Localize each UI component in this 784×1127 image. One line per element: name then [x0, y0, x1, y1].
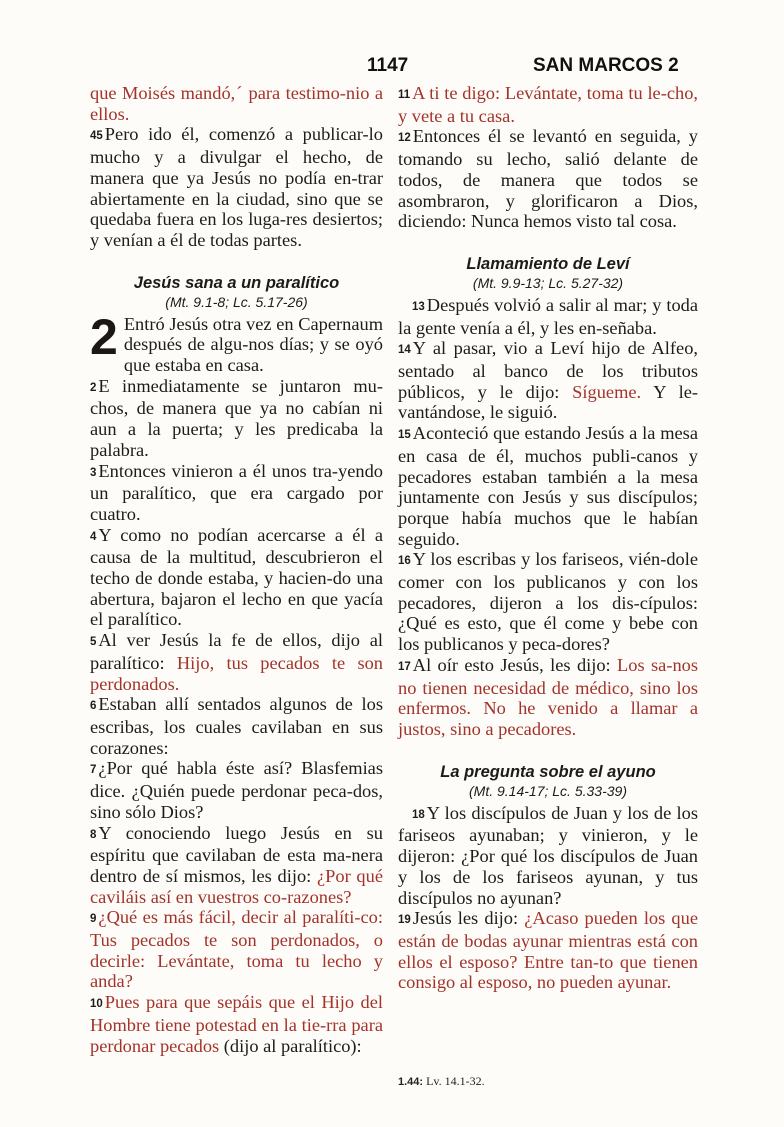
verse-number: 5	[90, 636, 97, 649]
verse-3	[90, 461, 383, 525]
verse-12	[398, 126, 698, 232]
verse-text: Y al pasar, vio a Leví hijo de Alfeo, sentado al banco de los tributos públicos, y le dijo:	[398, 338, 698, 402]
verse-text: Y como no podían acercarse a él a causa de la multitud, descubrieron el techo de donde estaba, y hacien-do una abertura, bajaron el lecho en que yacía el paralítico.	[90, 524, 383, 630]
verse-number: 13	[412, 300, 425, 313]
cross-reference: (Mt. 9.1-8; Lc. 5.17-26)	[165, 293, 308, 310]
words-of-jesus: Sígueme.	[572, 381, 642, 402]
verse-text: Y los discípulos de Juan y los de los fariseos ayunaban; y vinieron, y le dijeron: ¿Por qué los discípulos de Juan y los de los fariseos ayunan, y tus discípulos no ayunan?	[398, 802, 698, 908]
words-of-jesus: ¿Qué es más fácil, decir al paralíti-co: Tus pecados te son perdonados, o decirle: Levántate, toma tu lecho y anda?	[90, 907, 383, 992]
words-of-jesus: ¿Por qué caviláis así en vuestros co-razones?	[90, 865, 383, 907]
words-of-jesus: Pues para que sepáis que el Hijo del Hombre tiene potestad en la tie-rra para perdonar pecados	[90, 992, 383, 1056]
continued-verse: que Moisés mandó,ˊ para testimo-nio a ellos.	[90, 83, 383, 124]
verse-number: 4	[90, 530, 97, 543]
verse-text: Y los escribas y los fariseos, vién-dole comer con los publicanos y con los pecadores, dijeron a los dis-cípulos: ¿Qué es esto, que él come y bebe con los publicanos y peca-dores?	[398, 549, 698, 655]
verse-14	[398, 338, 698, 423]
verse-number: 2	[90, 381, 97, 394]
verse-16	[398, 549, 698, 655]
verse-10	[90, 992, 383, 1056]
verse-text: ¿Por qué habla éste así? Blasfemias dice. ¿Quién puede perdonar peca-dos, sino sólo Dios?	[90, 758, 383, 822]
words-of-jesus: Los sa-nos no tienen necesidad de médico, sino los enfermos. No he venido a llamar a justos, sino a pecadores.	[398, 654, 698, 739]
verse-17	[398, 655, 698, 740]
verse-11	[398, 83, 698, 126]
verse-text: Después volvió a salir al mar; y toda la gente venía a él, y les en-señaba.	[398, 294, 698, 338]
verse-number: 3	[90, 466, 97, 479]
verse-2	[90, 376, 383, 461]
verse-number: 12	[398, 132, 411, 145]
verse-number: 9	[90, 913, 97, 926]
cross-reference: (Mt. 9.14-17; Lc. 5.33-39)	[469, 782, 627, 799]
right-column	[398, 83, 698, 993]
verse-text: (dijo al paralítico):	[219, 1035, 362, 1056]
verse-text: Al oír esto Jesús, les dijo:	[412, 654, 618, 675]
verse-text: Entonces él se levantó en seguida, y tomando su lecho, salió delante de todos, de manera que todos se asombraron, y glorificaron a Dios, diciendo: Nunca hemos visto tal cosa.	[398, 126, 698, 232]
verse-number: 11	[398, 89, 411, 101]
section-heading: Jesús sana a un paralítico	[133, 273, 340, 292]
words-of-jesus: Hijo, tus pecados te son perdonados.	[90, 652, 383, 694]
page-number: 1147	[367, 55, 409, 76]
footnote-text: Lv. 14.1-32.	[426, 1074, 485, 1088]
left-column	[90, 83, 383, 1056]
verse-45	[90, 124, 383, 250]
verse-number: 45	[90, 130, 103, 143]
verse-text: Y le-vantándose, le siguió.	[398, 381, 698, 423]
verse-number: 10	[90, 998, 103, 1011]
verse-13	[398, 295, 698, 338]
verse-text: Aconteció que estando Jesús a la mesa en casa de él, muchos publi-canos y pecadores estaban también a la mesa juntamente con Jesús y sus discípulos; porque había muchos que le habían seguido.	[398, 423, 698, 549]
verse-text: Al ver Jesús la fe de ellos, dijo al paralítico:	[90, 630, 383, 673]
cross-reference: (Mt. 9.9-13; Lc. 5.27-32)	[472, 274, 624, 291]
verse-text: Pero ido él, comenzó a publicar-lo mucho y a divulgar el hecho, de manera que ya Jesús no podía en-trar abiertamente en la ciudad, sino que se quedaba fuera en los luga-res desiertos; y venían a él de todas partes.	[90, 124, 383, 250]
verse-number: 15	[398, 429, 411, 442]
verse-text: E inmediatamente se juntaron mu-chos, de manera que ya no cabían ni aun a la puerta; y les predicaba la palabra.	[90, 375, 383, 460]
verse-9	[90, 907, 383, 992]
verse-number: 8	[90, 828, 97, 841]
verse-number: 17	[398, 660, 411, 673]
verse-6	[90, 694, 383, 758]
verse-7	[90, 758, 383, 822]
verse-text: Entró Jesús otra vez en Capernaum después de algu-nos días; y se oyó que estaba en casa.	[123, 313, 383, 376]
verse-number: 7	[90, 764, 97, 777]
words-of-jesus: A ti te digo: Levántate, toma tu le-cho, y vete a tu casa.	[398, 83, 698, 126]
verse-number: 14	[398, 344, 411, 357]
footnote	[398, 1074, 485, 1089]
verse-text: Estaban allí sentados algunos de los escribas, los cuales cavilaban en sus corazones:	[90, 694, 383, 758]
running-head: SAN MARCOS 2	[533, 55, 679, 76]
verse-number: 18	[412, 808, 425, 821]
footnote-ref: 1.44:	[398, 1076, 424, 1088]
verse-number: 16	[398, 555, 411, 568]
verse-15	[398, 423, 698, 549]
section-heading: La pregunta sobre el ayuno	[440, 762, 656, 781]
verse-8	[90, 823, 383, 908]
verse-19	[398, 908, 698, 993]
verse-text: Y conociendo luego Jesús en su espíritu que cavilaban de esta ma-nera dentro de sí mismos, les dijo:	[90, 822, 383, 886]
chapter-number: 2	[90, 308, 118, 365]
verse-4	[90, 525, 383, 631]
verse-5	[90, 630, 383, 694]
words-of-jesus: ¿Acaso pueden los que están de bodas ayunar mientras está con ellos el esposo? Entre tan-to que tienen consigo al esposo, no pueden ayunar.	[398, 908, 698, 993]
verse-18	[398, 803, 698, 909]
verse-text: Entonces vinieron a él unos tra-yendo un paralítico, que era cargado por cuatro.	[90, 460, 383, 524]
verse-number: 6	[90, 700, 97, 713]
verse-1	[90, 308, 383, 376]
verse-text: Jesús les dijo:	[412, 908, 525, 929]
section-heading: Llamamiento de Leví	[466, 254, 630, 273]
verse-number: 19	[398, 914, 411, 927]
